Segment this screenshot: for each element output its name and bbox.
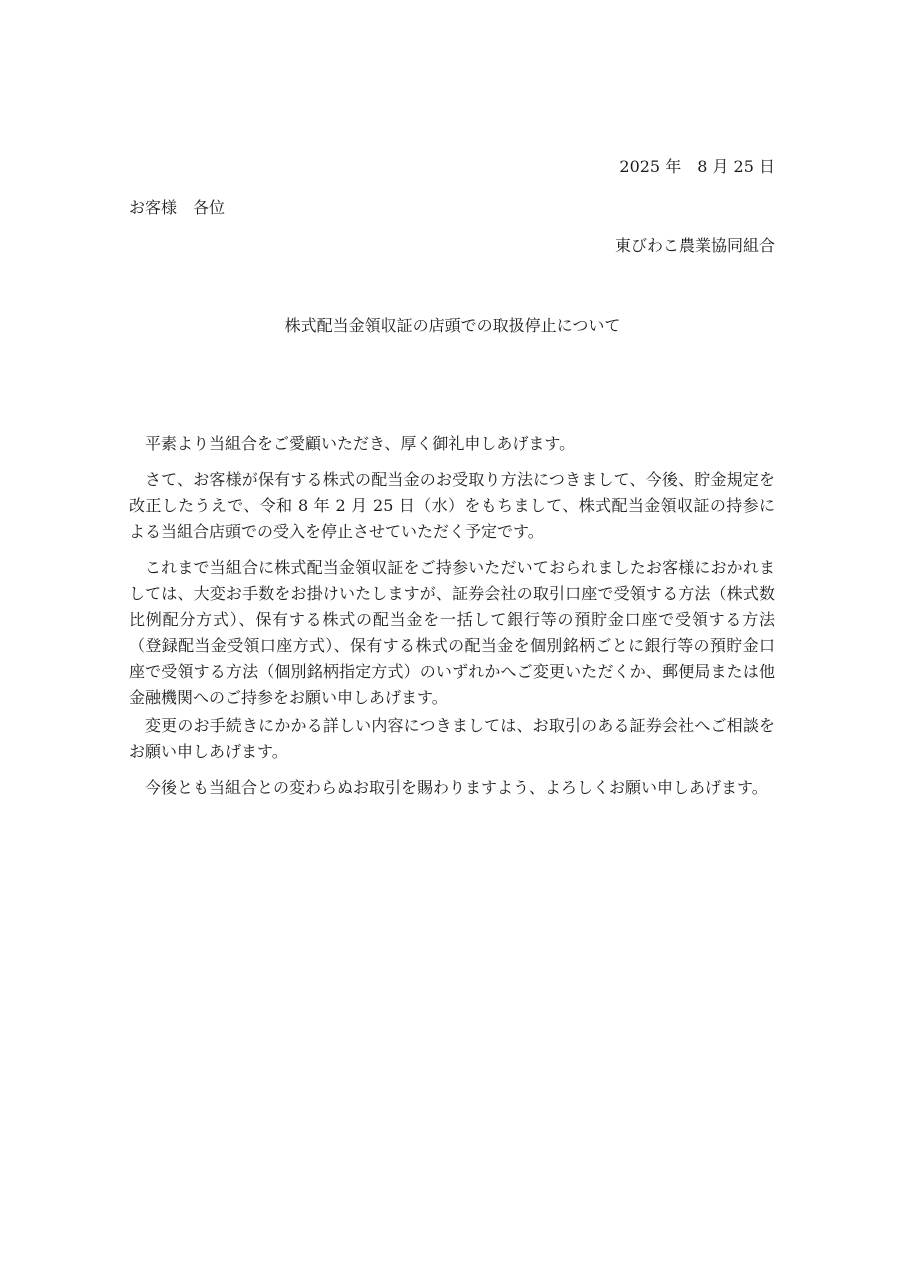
paragraph-greeting: 平素より当組合をご愛顧いただき、厚く御礼申しあげます。 [145, 434, 576, 453]
letter-sender: 東びわこ農業協同組合 [614, 236, 775, 255]
letter-addressee: お客様 各位 [129, 198, 226, 217]
paragraph-alternatives: これまで当組合に株式配当金領収証をご持参いただいておられましたお客様におかれましては、大変お手数をお掛けいたしますが、証券会社の取引口座で受領する方法（株式数比例配分方式）、保有する株式の配当金を一括して銀行等の預貯金口座で受領する方法（登録配当金受領口座方式）、保有する株式の配当金を個別銘柄ごとに銀行等の預貯金口座で受領する方法（個別銘柄指定方式）のいずれかへご変更いただくか、郵便局または他金融機関へのご持参をお願い申しあげます。 [129, 558, 775, 707]
paragraph-closing: 今後とも当組合との変わらぬお取引を賜わりますよう、よろしくお願い申しあげます。 [145, 778, 768, 797]
letter-date: 2025 年 8 月 25 日 [619, 157, 775, 176]
letter-body [129, 431, 775, 801]
paragraph-notice: さて、お客様が保有する株式の配当金のお受取り方法につきまして、今後、貯金規定を改正したうえで、令和 8 年 2 月 25 日（水）をもちまして、株式配当金領収証の持参による当組合店頭での受入を停止させていただく予定です。 [129, 470, 775, 541]
paragraph-inquiry: 変更のお手続きにかかる詳しい内容につきましては、お取引のある証券会社へご相談をお願い申しあげます。 [129, 716, 775, 761]
letter-subject: 株式配当金領収証の店頭での取扱停止について [284, 316, 621, 335]
